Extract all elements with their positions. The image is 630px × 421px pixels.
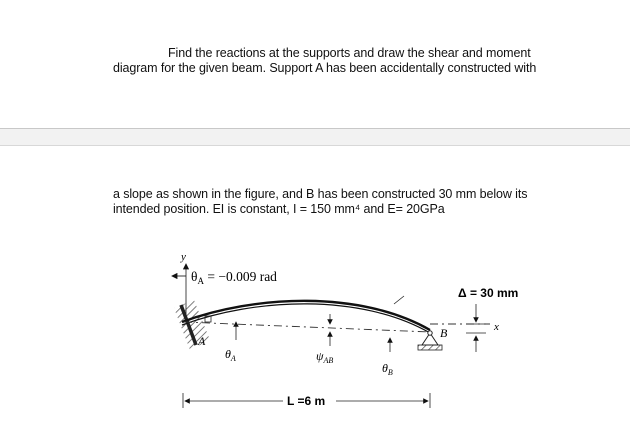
problem-text-line-4: intended position. EI is constant, I = 150 mm⁴ and E= 20GPa xyxy=(113,202,445,216)
psi-ab-label: $\psi_{AB}$ xyxy=(316,349,334,365)
problem-text-line-3: a slope as shown in the figure, and B has been constructed 30 mm below its xyxy=(113,187,528,201)
problem-text-line-1: Find the reactions at the supports and draw the shear and moment xyxy=(168,46,531,60)
theta-b-label: $\theta_B$ xyxy=(382,361,393,377)
y-axis-label: y xyxy=(181,251,186,263)
support-a-label: A xyxy=(198,334,206,348)
problem-text-line-2: diagram for the given beam. Support A has been accidentally constructed with xyxy=(113,61,537,75)
support-b-label: B xyxy=(440,326,448,340)
theta-a-value-label: $\theta_A = -0.009$ rad xyxy=(191,269,277,286)
support-b-pin xyxy=(418,331,442,350)
chord-line xyxy=(184,322,430,332)
x-axis-label: x xyxy=(494,321,499,333)
deflected-beam xyxy=(182,301,430,330)
delta-label: Δ = 30 mm xyxy=(458,286,519,300)
theta-a-label: $\theta_A$ xyxy=(225,347,236,363)
length-label: L =6 m xyxy=(287,394,326,408)
